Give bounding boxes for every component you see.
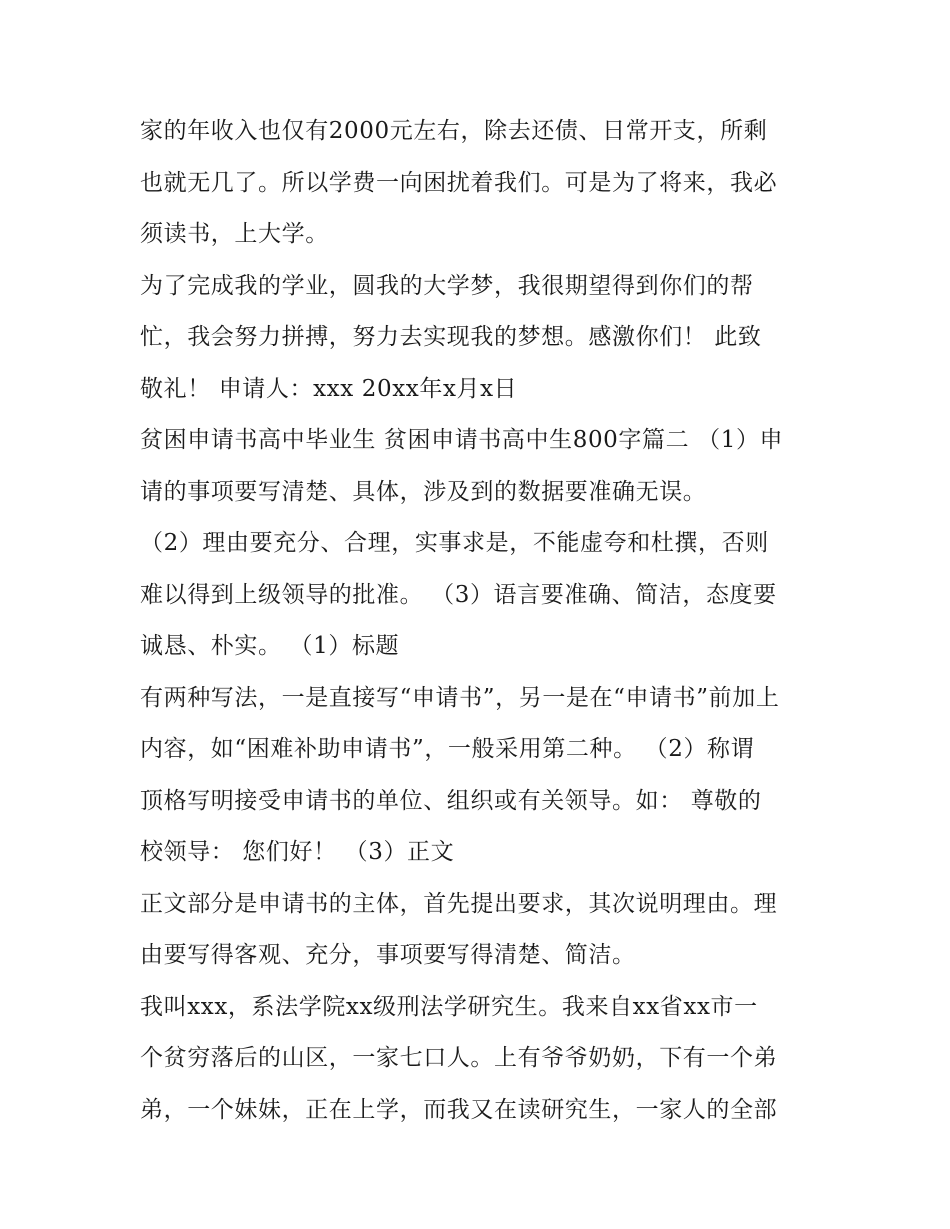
text-line: 有两种写法，一是直接写“申请书”，另一是在“申请书”前加上: [140, 684, 780, 711]
text-line: 请的事项要写清楚、具体，涉及到的数据要准确无误。: [140, 478, 707, 505]
text-line: 家的年收入也仅有2000元左右，除去还债、日常开支，所剩: [140, 118, 768, 144]
document-body: [140, 106, 820, 1136]
text-line: 须读书，上大学。: [140, 221, 329, 247]
text-line: 弟，一个妹妹，正在上学，而我又在读研究生，一家人的全部: [140, 1096, 778, 1123]
text-line: 内容，如“困难补助申请书”，一般采用第二种。 （2）称谓: [140, 736, 755, 762]
text-line: （2）理由要充分、合理，实事求是，不能虚夸和杜撰，否则: [140, 530, 769, 556]
text-line: 为了完成我的学业，圆我的大学梦，我很期望得到你们的帮: [140, 272, 754, 299]
text-line: 难以得到上级领导的批准。 （3）语言要准确、简洁，态度要: [140, 581, 777, 608]
text-line: 由要写得客观、充分，事项要写得清楚、简洁。: [140, 942, 636, 968]
text-line: 忙，我会努力拼搏，努力去实现我的梦想。感激你们！ 此致: [140, 324, 762, 350]
text-line: 顶格写明接受申请书的单位、组织或有关领导。如： 尊敬的: [140, 787, 762, 814]
text-line: 贫困申请书高中毕业生 贫困申请书高中生800字篇二 （1）申: [140, 427, 784, 453]
text-line: 敬礼！ 申请人：xxx 20xx年x月x日: [140, 375, 518, 402]
text-line: 也就无几了。所以学费一向困扰着我们。可是为了将来，我必: [140, 169, 778, 196]
text-line: 我叫xxx，系法学院xx级刑法学研究生。我来自xx省xx市一: [140, 993, 758, 1020]
text-line: 个贫穷落后的山区，一家七口人。上有爷爷奶奶，下有一个弟: [140, 1045, 778, 1071]
text-line: 诚恳、朴实。 （1）标题: [140, 633, 400, 659]
text-line: 正文部分是申请书的主体，首先提出要求，其次说明理由。理: [140, 890, 778, 917]
text-line: 校领导： 您们好！ （3）正文: [140, 839, 455, 865]
